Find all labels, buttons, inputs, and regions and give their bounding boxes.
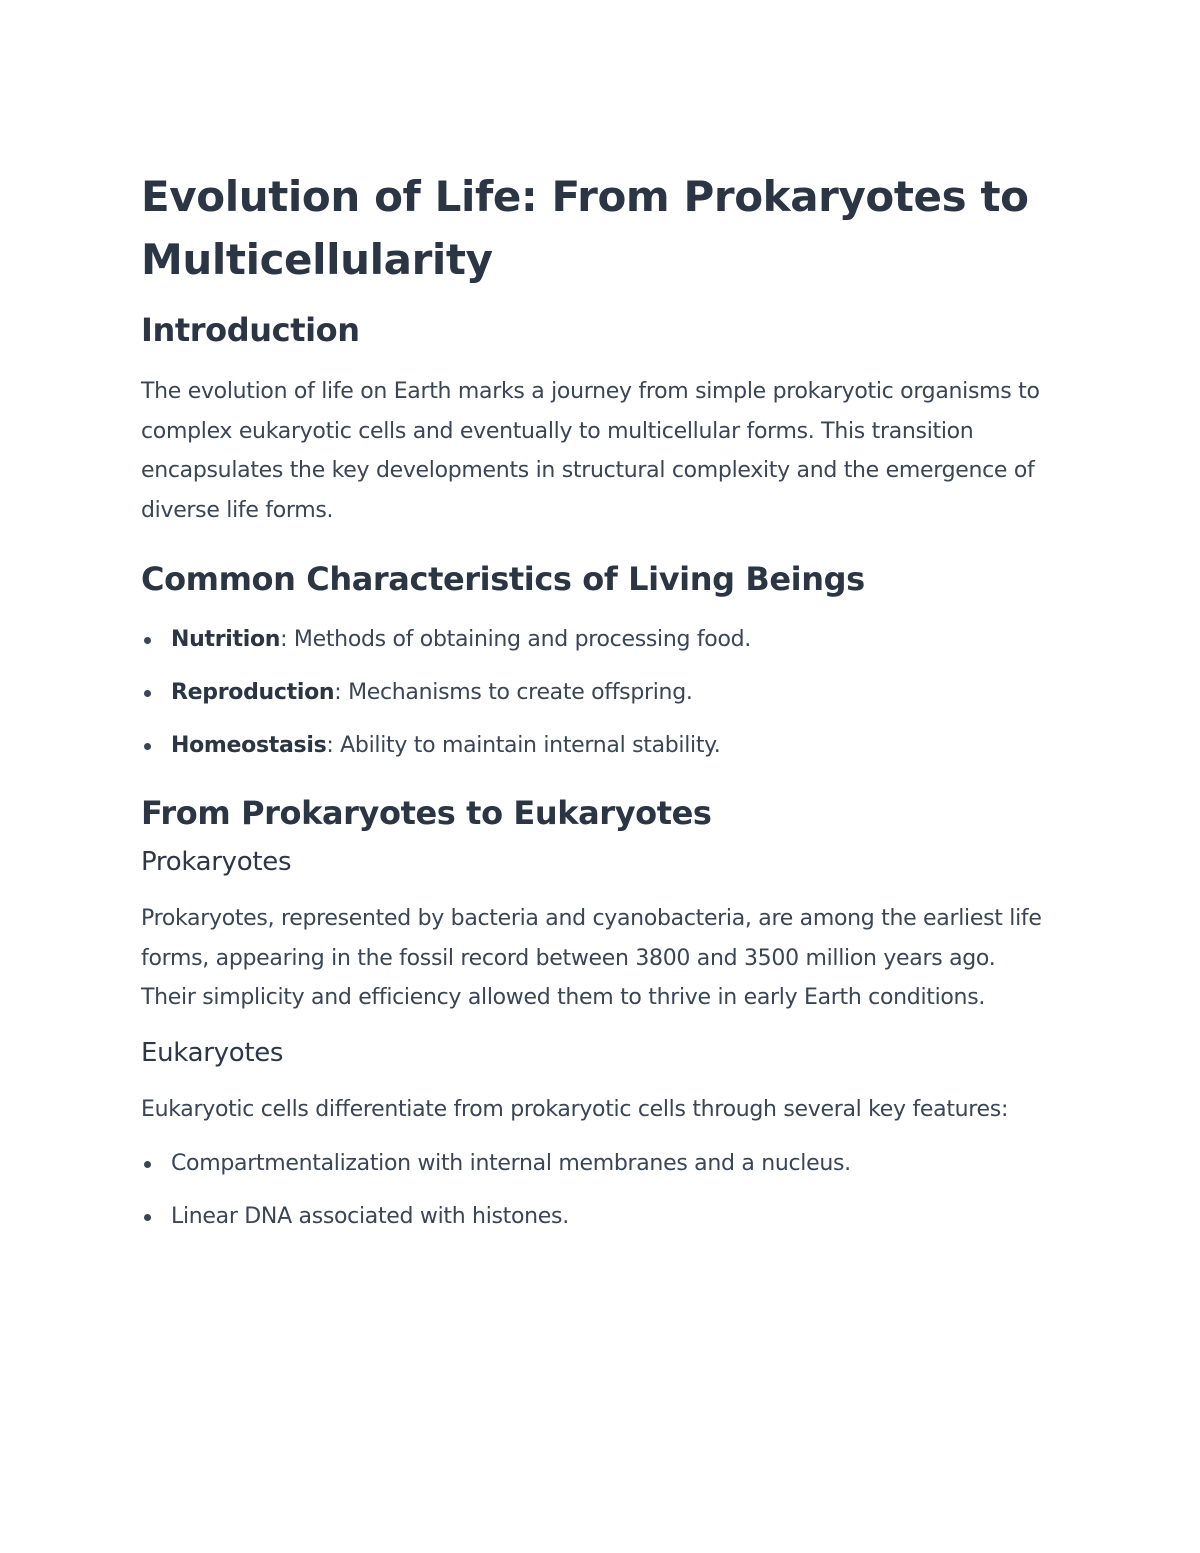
list-item (141, 623, 1051, 657)
list-item-term: Nutrition (171, 627, 281, 652)
bullet-icon (144, 637, 151, 644)
document-page (141, 165, 1051, 1234)
list-item-text: : Ability to maintain internal stability. (326, 733, 721, 758)
evolution-heading: From Prokaryotes to Eukaryotes (141, 794, 712, 832)
list-item-term: Reproduction (171, 680, 335, 705)
list-item-text: : Methods of obtaining and processing food. (280, 627, 751, 652)
list-item-text: Compartmentalization with internal membranes and a nucleus. (171, 1151, 851, 1176)
characteristics-list (141, 623, 1051, 763)
list-item-text: : Mechanisms to create offspring. (334, 680, 693, 705)
list-item-term: Homeostasis (171, 733, 327, 758)
list-item (141, 729, 1051, 763)
list-item (141, 1200, 1051, 1234)
introduction-paragraph: The evolution of life on Earth marks a journey from simple prokaryotic organisms to complex eukaryotic cells and eventually to multicellular forms. This transition encapsulates the key developments in structural complexity and the emergence of diverse life forms. (141, 379, 1040, 523)
bullet-icon (144, 743, 151, 750)
prokaryotes-heading: Prokaryotes (141, 847, 292, 877)
prokaryotes-paragraph: Prokaryotes, represented by bacteria and cyanobacteria, are among the earliest life forms, appearing in the fossil record between 3800 and 3500 million years ago. Their simplicity and efficiency allowed them to thrive in early Earth conditions. (141, 906, 1042, 1010)
document-title: Evolution of Life: From Prokaryotes to Multicellularity (141, 172, 1029, 284)
list-item (141, 676, 1051, 710)
eukaryotes-heading: Eukaryotes (141, 1037, 284, 1068)
bullet-icon (144, 690, 151, 697)
bullet-icon (144, 1161, 151, 1168)
characteristics-heading: Common Characteristics of Living Beings (141, 560, 865, 598)
list-item (141, 1147, 1051, 1181)
list-item-text: Linear DNA associated with histones. (171, 1204, 569, 1229)
eukaryotes-paragraph: Eukaryotic cells differentiate from prokaryotic cells through several key features: (141, 1096, 1009, 1122)
bullet-icon (144, 1214, 151, 1221)
introduction-heading: Introduction (141, 311, 360, 349)
eukaryotes-features-list (141, 1147, 1051, 1234)
